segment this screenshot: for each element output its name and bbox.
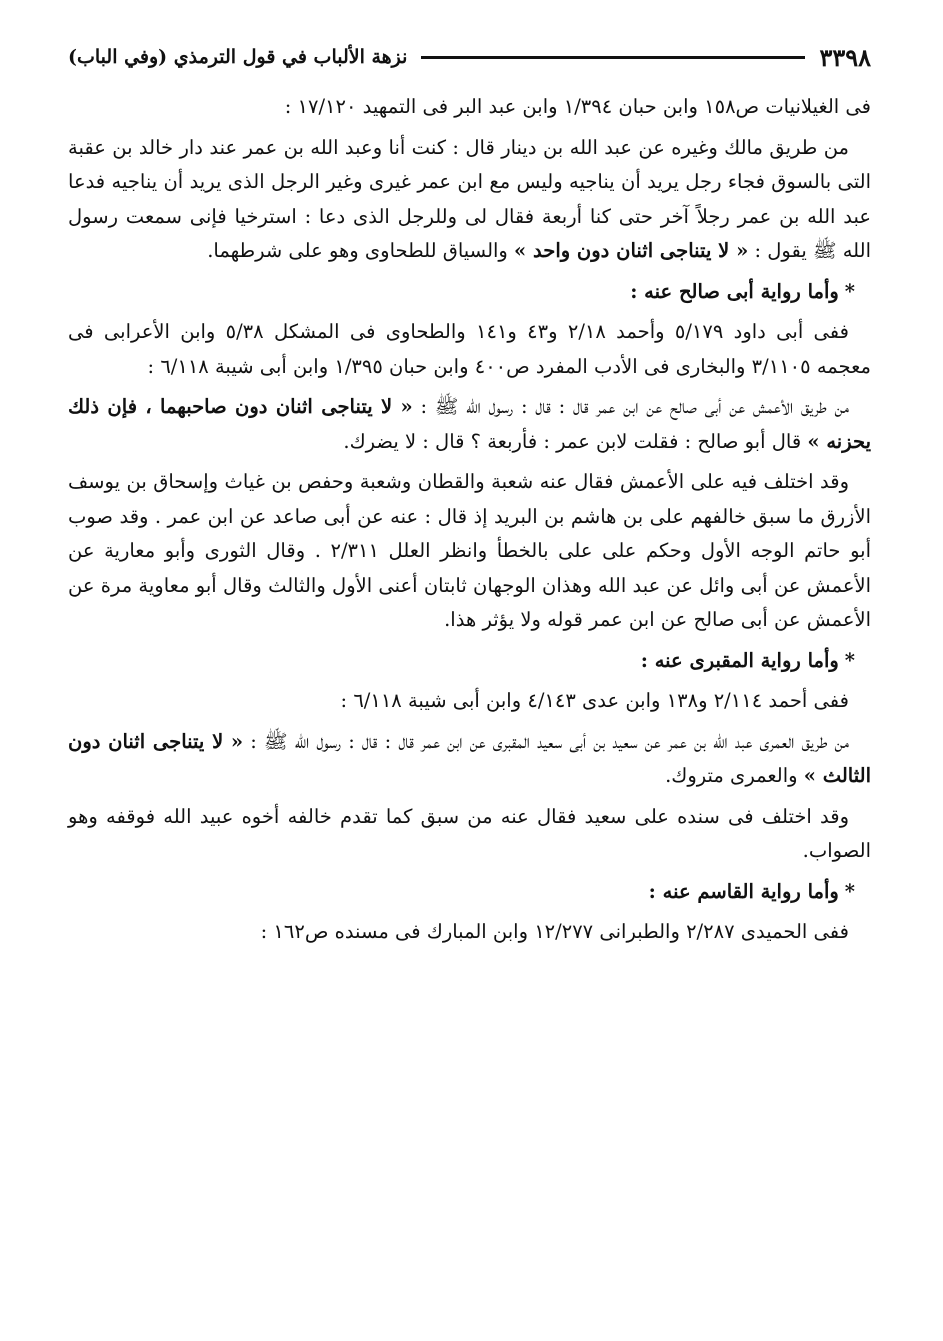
- body-paragraph: [68, 915, 871, 950]
- paragraph-text: والسياق للطحاوى وهو على شرطهما.: [207, 239, 515, 262]
- asterisk-bullet-icon: *: [844, 648, 855, 672]
- asterisk-bullet-icon: *: [844, 279, 855, 303]
- asterisk-bullet-icon: *: [844, 879, 855, 903]
- body-paragraph: [68, 800, 871, 869]
- paragraph-text: من طريق الأعمش عن أبى صالح عن ابن عمر قال : قال : رسول الله ﷺ :: [412, 395, 849, 418]
- paragraph-text: ففى الحميدى ٢/٢٨٧ والطبرانى ١٢/٢٧٧ وابن المبارك فى مسنده ص١٦٢ :: [260, 920, 849, 943]
- body-paragraph: [68, 684, 871, 719]
- paragraph-text: من طريق العمرى عبد الله بن عمر عن سعيد بن أبى سعيد المقبرى عن ابن عمر قال : قال : رسول الله ﷺ :: [243, 729, 849, 753]
- header-rule: [421, 56, 805, 59]
- page-body: [68, 90, 871, 950]
- section-heading-text: وأما رواية القاسم عنه :: [648, 879, 839, 903]
- hadith-quote: « لا يتناجى اثنان دون الثالث »: [68, 729, 871, 787]
- body-paragraph: [68, 465, 871, 638]
- running-header: [68, 40, 871, 74]
- section-heading: [68, 644, 871, 679]
- paragraph-text: وقد اختلف فيه على الأعمش فقال عنه شعبة والقطان وشعبة وحفص بن غياث وإسحاق بن يوسف الأزرق ما سبق خالفهم على بن هاشم بن البريد إذ قال : عنه عن أبى صاعد عن ابن عمر . وقد صوب أبو حاتم الوجه الأول وحكم على على بالخطأ وانظر العلل ٢/٣١١ . وقال الثورى وأبو معارية عن الأعمش عن أبى وائل عن عبد الله وهذان الوجهان ثابتان أعنى الأول والثالث وقال أبو معاوية مرة عن الأعمش عن أبى صالح عن ابن عمر قوله ولا يؤثر هذا.: [68, 470, 871, 631]
- paragraph-text: والعمرى متروك.: [665, 764, 804, 787]
- paragraph-text: وقد اختلف فى سنده على سعيد فقال عنه من سبق كما تقدم خالفه أخوه عبيد الله فوقفه وهو الصواب.: [68, 804, 871, 862]
- hadith-quote: « لا يتناجى اثنان دون صاحبهما ، فإن ذلك يحزنه »: [68, 395, 871, 453]
- body-paragraph: [68, 90, 871, 125]
- body-paragraph: [68, 725, 871, 794]
- page-number: ٣٣٩٨: [819, 42, 871, 72]
- body-paragraph: [68, 131, 871, 269]
- section-heading-text: وأما رواية أبى صالح عنه :: [630, 279, 839, 303]
- paragraph-text: ففى أحمد ٢/١١٤ و١٣٨ وابن عدى ٤/١٤٣ وابن أبى شيبة ٦/١١٨ :: [340, 689, 849, 712]
- body-paragraph: [68, 315, 871, 384]
- section-heading: [68, 275, 871, 310]
- section-heading: [68, 875, 871, 910]
- section-heading-text: وأما رواية المقبرى عنه :: [640, 648, 839, 672]
- paragraph-text: من طريق مالك وغيره عن عبد الله بن دينار قال : كنت أنا وعبد الله بن عمر عند دار خالد بن عقبة التى بالسوق فجاء رجل يريد أن يناجيه وليس مع ابن عمر غيرى وغير الرجل الذى يريد أن يناجيه فدعا عبد الله بن عمر رجلاً آخر حتى كنا أربعة فقال لى وللرجل الذى دعا : استرخيا فإنى سمعت رسول الله ﷺ يقول :: [68, 135, 871, 262]
- paragraph-text: فى الغيلانيات ص١٥٨ وابن حبان ١/٣٩٤ وابن عبد البر فى التمهيد ١٧/١٢٠ :: [284, 95, 871, 118]
- running-title: نزهة الألباب في قول الترمذي (وفي الباب): [68, 46, 408, 68]
- body-paragraph: [68, 390, 871, 459]
- paragraph-text: ففى أبى داود ٥/١٧٩ وأحمد ٢/١٨ و٤٣ و١٤١ والطحاوى فى المشكل ٥/٣٨ وابن الأعرابى فى معجمه ٣/١١٠٥ والبخارى فى الأدب المفرد ص٤٠٠ وابن حبان ١/٣٩٥ وابن أبى شيبة ٦/١١٨ :: [68, 320, 871, 378]
- hadith-quote: « لا يتناجى اثنان دون واحد »: [514, 239, 749, 262]
- paragraph-text: قال أبو صالح : فقلت لابن عمر : فأربعة ؟ قال : لا يضرك.: [343, 429, 808, 453]
